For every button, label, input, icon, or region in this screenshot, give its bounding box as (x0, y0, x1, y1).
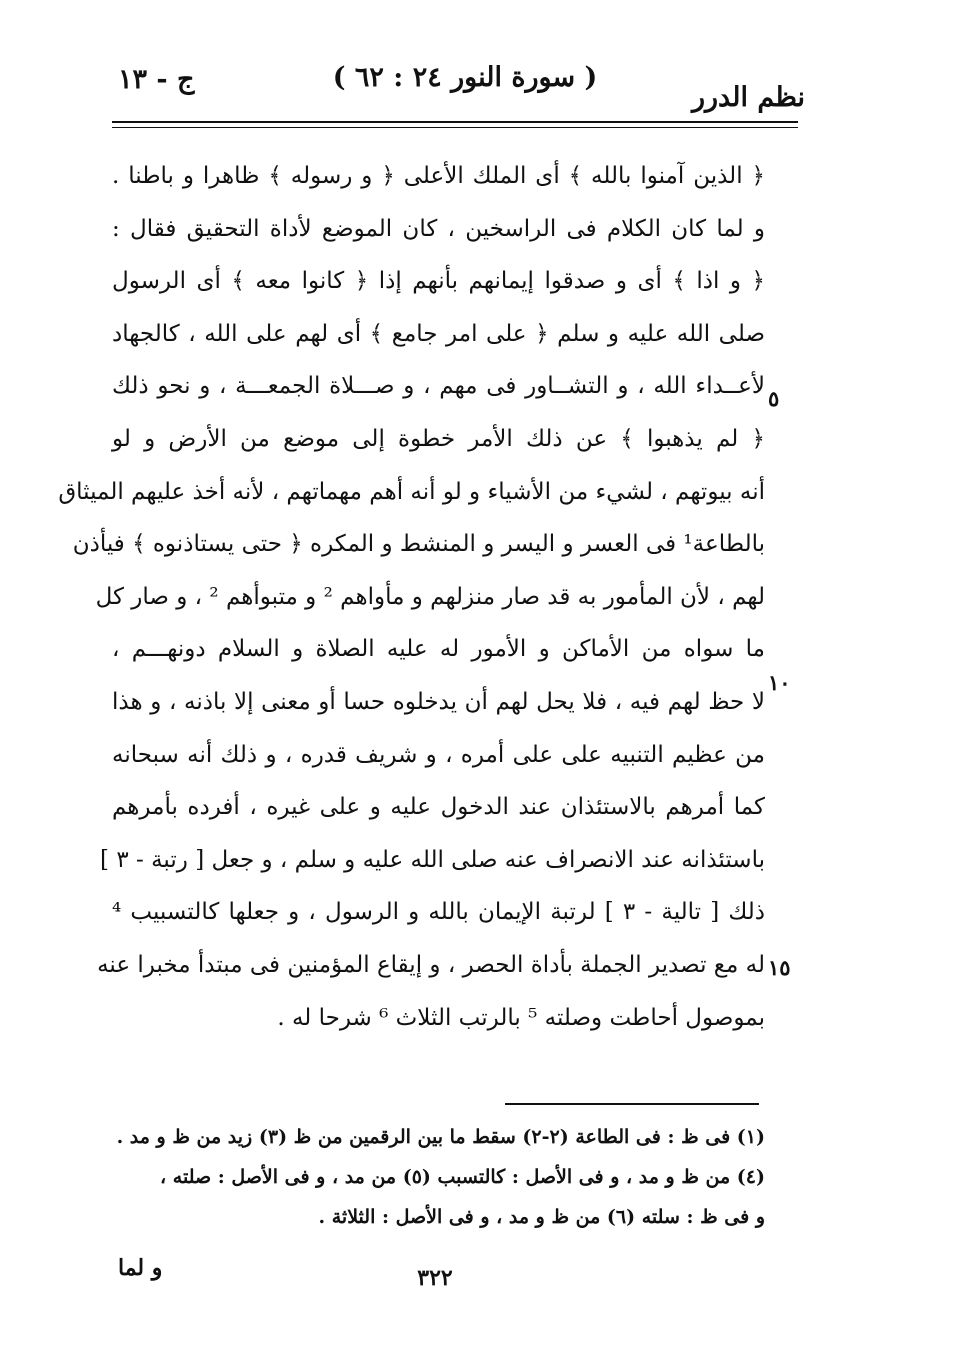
text-line: و لما كان الكلام فى الراسخين ، كان الموضع لأداة التحقيق فقال : (112, 215, 765, 242)
line-number-5: ٥ (768, 386, 780, 411)
text-line: ذلك [ تالية - ٣ ] لرتبة الإيمان بالله و الرسول ، و جعلها كالتسبيب ⁴ (112, 899, 766, 926)
text-line: كما أمرهم بالاستئذان عند الدخول عليه و على غيره ، أفرده بأمرهم (112, 794, 765, 821)
main-text (58, 150, 766, 1044)
footnote: و فى ظ : سلته (٦) من ظ و مد ، و فى الأصل : الثلاثة . (318, 1206, 765, 1228)
text-line: لأعــداء الله ، و التشــاور فى مهم ، و صـــلاة الجمعـــة ، و نحو ذلك (112, 373, 765, 400)
text-line: من عظيم التنبيه على على أمره ، و شريف قدره ، و ذلك أنه سبحانه (112, 741, 765, 768)
text-line: أنه بيوتهم ، لشيء من الأشياء و لو أنه أهم مهماتهم ، لأنه أخذ عليهم الميثاق (58, 478, 765, 505)
surah-reference: ( سورة النور ٢٤ : ٦٢ ) (332, 62, 598, 93)
footnotes (100, 1117, 765, 1237)
text-line: بالطاعة¹ فى العسر و اليسر و المنشط و المكره ﴿ حتى يستاذنوه ﴾ فيأذن (72, 531, 765, 558)
text-line: ﴿ الذين آمنوا بالله ﴾ أى الملك الأعلى ﴿ و رسوله ﴾ ظاهرا و باطنا . (112, 163, 765, 189)
text-line: ﴿ و اذا ﴾ أى و صدقوا إيمانهم بأنهم إذا ﴿ كانوا معه ﴾ أى الرسول (112, 268, 765, 295)
text-line: بموصول أحاطت وصلته ⁵ بالرتب الثلاث ⁶ شرحا له . (277, 1004, 765, 1031)
volume-marker: ج - ١٣ (118, 64, 195, 95)
catchword: و لما (118, 1255, 163, 1281)
text-line: ما سواه من الأماكن و الأمور له عليه الصلاة و السلام دونهـــم ، (112, 636, 765, 663)
footnote-separator (505, 1103, 759, 1105)
text-line: باستئذانه عند الانصراف عنه صلى الله عليه و سلم ، و جعل [ رتبة - ٣ ] (100, 846, 765, 873)
text-line: لهم ، لأن المأمور به قد صار منزلهم و مأواهم ² و متبوأهم ² ، و صار كل (95, 583, 765, 610)
line-number-10: ١٠ (768, 670, 791, 695)
text-line: لا حظ لهم فيه ، فلا يحل لهم أن يدخلوه حسا أو معنى إلا باذنه ، و هذا (112, 688, 765, 715)
line-number-15: ١٥ (768, 955, 791, 980)
text-line: ﴿ لم يذهبوا ﴾ عن ذلك الأمر خطوة إلى موضع من الأرض و لو (112, 425, 765, 452)
header-rule-thick (112, 121, 798, 123)
text-line: صلى الله عليه و سلم ﴿ على امر جامع ﴾ أى لهم على الله ، كالجهاد (112, 320, 765, 347)
page-number: ٣٢٢ (417, 1265, 453, 1291)
book-title: نظم الدرر (691, 82, 805, 113)
header-rule-thin (112, 127, 798, 128)
footnote: (١) فى ظ : فى الطاعة (٢-٢) سقط ما بين الرقمين من ظ (٣) زيد من ظ و مد . (116, 1126, 765, 1148)
text-line: له مع تصدير الجملة بأداة الحصر ، و إيقاع المؤمنين فى مبتدأ مخبرا عنه (97, 951, 765, 978)
footnote: (٤) من ظ و مد ، و فى الأصل : كالتسبب (٥) من مد ، و فى الأصل : صلته ، (160, 1166, 765, 1188)
